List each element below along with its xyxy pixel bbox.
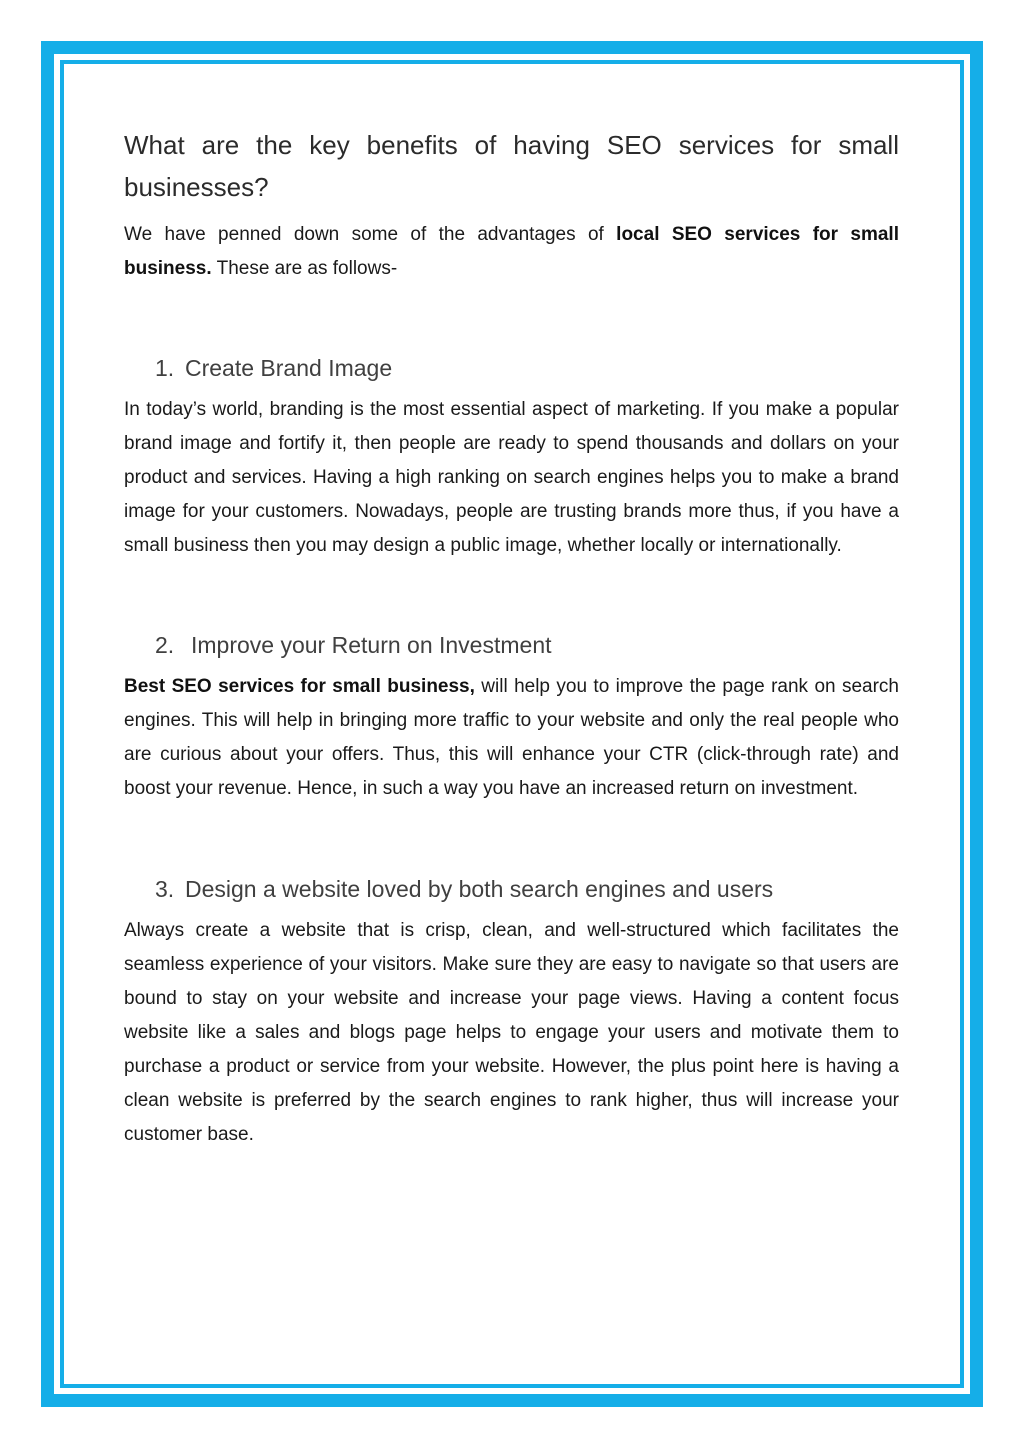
intro-paragraph [124, 218, 899, 286]
section-body-1: In today’s world, branding is the most essential aspect of marketing. If you make a popular brand image and fortify it, then people are ready to spend thousands and dollars on your product and services. Having a high ranking on search engines helps you to make a brand image for your customers. Nowadays, people are trusting brands more thus, if you have a small business then you may design a public image, whether locally or internationally. [124, 399, 899, 556]
section-body-2-bold: Best SEO services for small business, [124, 676, 475, 697]
section-number-3: 3. [155, 876, 175, 902]
section-title-1: Create Brand Image [185, 355, 393, 381]
section-heading-1 [124, 353, 899, 383]
page-title: What are the key benefits of having SEO services for small businesses? [124, 130, 899, 202]
section-title-2: Improve your Return on Investment [191, 632, 552, 658]
section-heading-3 [124, 874, 899, 904]
intro-text: We have penned down some of the advantages of [124, 224, 617, 245]
section-body-2 [124, 670, 899, 806]
intro-bold-text: local SEO services for small business. [124, 224, 899, 279]
section-body-3: Always create a website that is crisp, clean, and well-structured which facilitates the seamless experience of your visitors. Make sure they are easy to navigate so that users are bound to stay on your website and increase your page views. Having a content focus website like a sales and blogs page helps to engage your users and motivate them to purchase a product or service from your website. However, the plus point here is having a clean website is preferred by the search engines to rank higher, thus will increase your customer base. [124, 920, 899, 1145]
document-content [124, 124, 899, 1152]
section-title-3: Design a website loved by both search engines and users [185, 876, 774, 902]
section-heading-2 [124, 630, 899, 660]
section-number-1: 1. [155, 355, 175, 381]
section-body-2-text: will help you to improve the page rank on search engines. This will help in bringing more traffic to your website and only the real people who are curious about your offers. Thus, this will enhance your CTR (click-through rate) and boost your revenue. Hence, in such a way you have an increased return on investment. [124, 676, 899, 799]
section-number-2: 2. [155, 632, 175, 658]
intro-text-end: These are as follows- [211, 258, 398, 279]
